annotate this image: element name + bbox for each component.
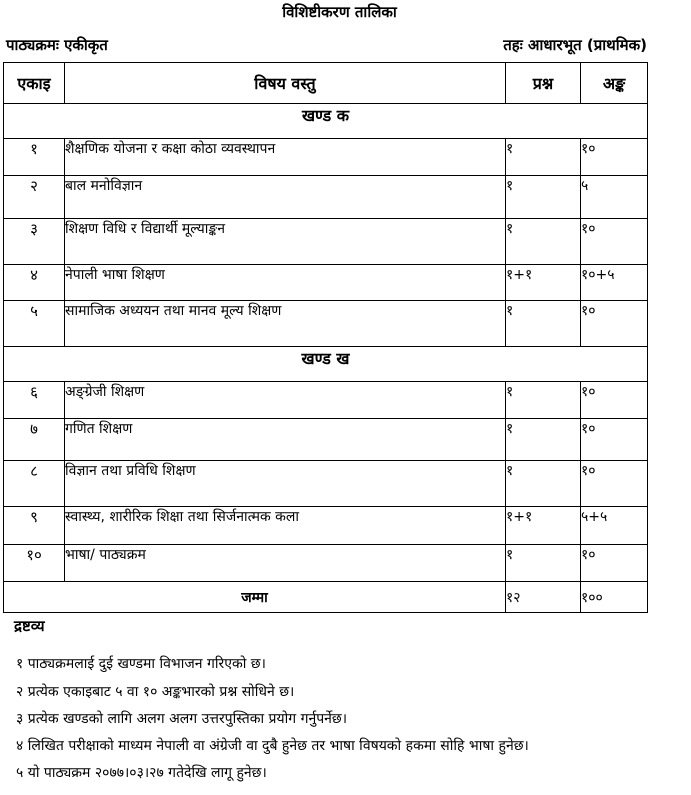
table-header-row [4, 63, 648, 104]
subject-cell: स्वास्थ्य, शारीरिक शिक्षा तथा सिर्जनात्मक कला [65, 507, 506, 545]
questions-cell: १ [506, 219, 581, 265]
marks-cell: ५ [581, 176, 648, 219]
unit-cell: ९ [4, 507, 65, 545]
table-row [4, 139, 648, 176]
marks-cell: १० [581, 382, 648, 419]
unit-cell: ३ [4, 219, 65, 265]
table-row [4, 419, 648, 461]
note-item: १ पाठ्यक्रमलाई दुई खण्डमा विभाजन गरिएको छ। [16, 656, 266, 672]
questions-cell: १ [506, 301, 581, 347]
section-row-a [4, 104, 648, 139]
unit-cell: ८ [4, 461, 65, 507]
unit-cell: २ [4, 176, 65, 219]
subject-cell: भाषा/ पाठ्यक्रम [65, 545, 506, 582]
specification-table [3, 62, 648, 613]
table-row [4, 219, 648, 265]
questions-cell: १+१ [506, 507, 581, 545]
section-b-label: खण्ड ख [4, 347, 648, 382]
subject-cell: सामाजिक अध्ययन तथा मानव मूल्य शिक्षण [65, 301, 506, 347]
subject-cell: विज्ञान तथा प्रविधि शिक्षण [65, 461, 506, 507]
subject-cell: शैक्षणिक योजना र कक्षा कोठा व्यवस्थापन [65, 139, 506, 176]
section-a-label: खण्ड क [4, 104, 648, 139]
table-row [4, 507, 648, 545]
marks-cell: १० [581, 139, 648, 176]
marks-cell: १०+५ [581, 265, 648, 301]
page-title: विशिष्टीकरण तालिका [282, 3, 397, 21]
level-label: तहः आधारभूत (प्राथमिक) [503, 36, 647, 54]
questions-cell: १ [506, 176, 581, 219]
marks-cell: १० [581, 419, 648, 461]
total-label: जम्मा [4, 582, 506, 613]
table-row [4, 176, 648, 219]
header-subject: विषय वस्तु [65, 63, 506, 104]
note-item: ३ प्रत्येक खण्डको लागि अलग अलग उत्तरपुस्तिका प्रयोग गर्नुपर्नेछ। [16, 711, 348, 727]
questions-cell: १ [506, 545, 581, 582]
table-row [4, 461, 648, 507]
questions-cell: १ [506, 382, 581, 419]
questions-cell: १+१ [506, 265, 581, 301]
notes-heading: द्रष्टव्य [14, 617, 45, 635]
header-marks: अङ्क [581, 63, 648, 104]
header-unit: एकाइ [4, 63, 65, 104]
curriculum-label: पाठ्यक्रमः एकीकृत [6, 36, 108, 54]
unit-cell: १ [4, 139, 65, 176]
questions-cell: १ [506, 139, 581, 176]
header-questions: प्रश्न [506, 63, 581, 104]
marks-cell: १० [581, 301, 648, 347]
subject-cell: शिक्षण विधि र विद्यार्थी मूल्याङ्कन [65, 219, 506, 265]
subject-cell: बाल मनोविज्ञान [65, 176, 506, 219]
table-row [4, 301, 648, 347]
total-questions: १२ [506, 582, 581, 613]
unit-cell: ४ [4, 265, 65, 301]
note-item: ५ यो पाठ्यक्रम २०७७।०३।२७ गतेदेखि लागू हुनेछ। [16, 765, 267, 781]
marks-cell: ५+५ [581, 507, 648, 545]
subject-cell: अङ्ग्रेजी शिक्षण [65, 382, 506, 419]
unit-cell: ५ [4, 301, 65, 347]
questions-cell: १ [506, 419, 581, 461]
section-row-b [4, 347, 648, 382]
marks-cell: १० [581, 545, 648, 582]
unit-cell: १० [4, 545, 65, 582]
subject-cell: नेपाली भाषा शिक्षण [65, 265, 506, 301]
subject-cell: गणित शिक्षण [65, 419, 506, 461]
total-marks: १०० [581, 582, 648, 613]
table-row [4, 545, 648, 582]
marks-cell: १० [581, 219, 648, 265]
note-item: २ प्रत्येक एकाइबाट ५ वा १० अङ्कभारको प्रश्न सोधिने छ। [16, 684, 295, 700]
unit-cell: ७ [4, 419, 65, 461]
note-item: ४ लिखित परीक्षाको माध्यम नेपाली वा अंग्रेजी वा दुबै हुनेछ तर भाषा विषयको हकमा सोहि भाषा हुनेछ। [16, 738, 529, 754]
table-row [4, 265, 648, 301]
marks-cell: १० [581, 461, 648, 507]
questions-cell: १ [506, 461, 581, 507]
total-row [4, 582, 648, 613]
unit-cell: ६ [4, 382, 65, 419]
table-row [4, 382, 648, 419]
